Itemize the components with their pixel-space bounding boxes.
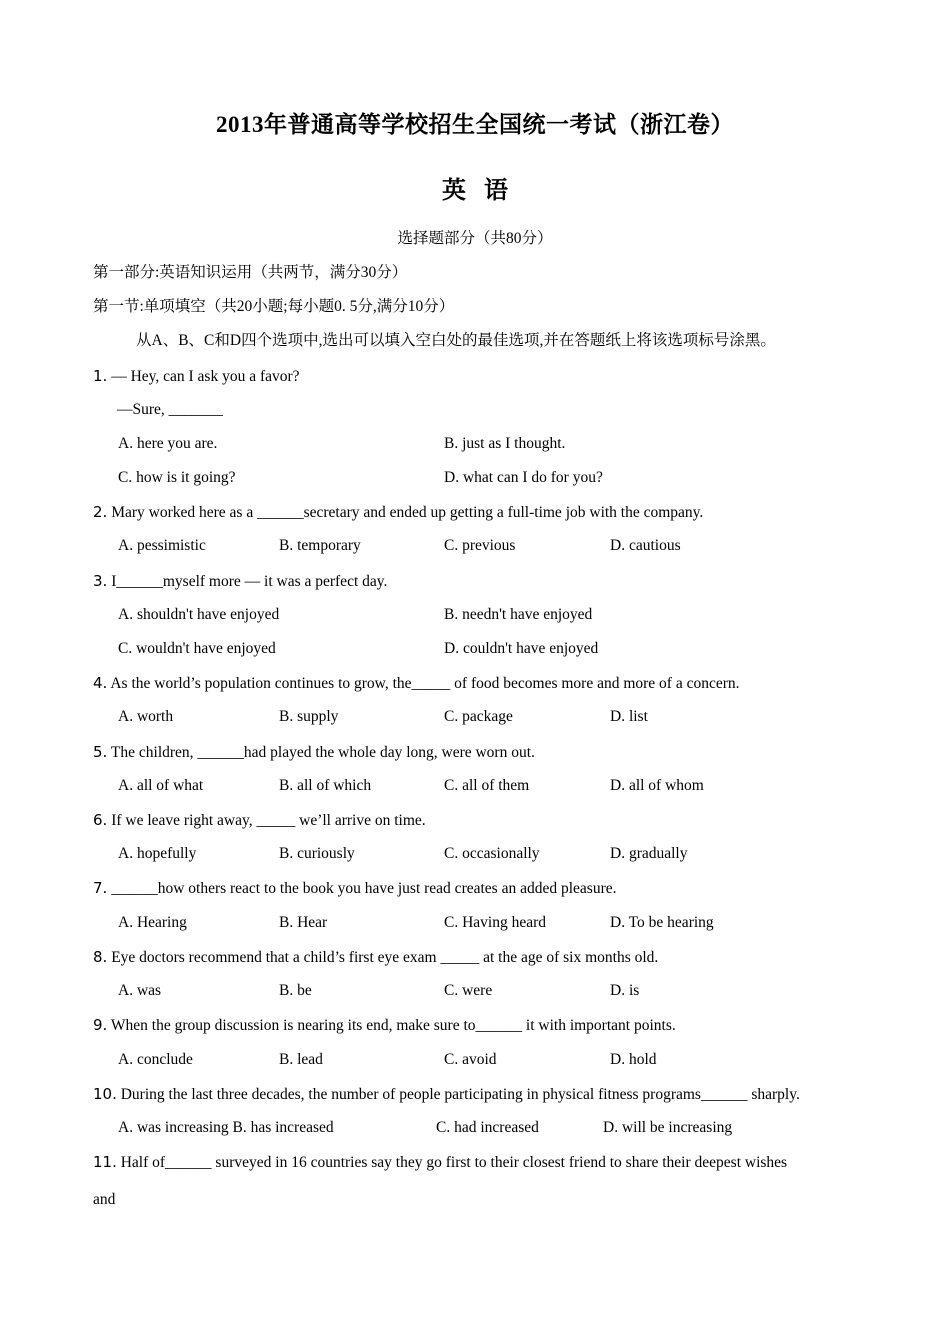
option-b: B. Hear bbox=[279, 914, 328, 931]
option-d: D. couldn't have enjoyed bbox=[444, 640, 599, 657]
question-7 bbox=[93, 878, 616, 899]
question-number: 3. bbox=[93, 572, 108, 590]
option-c: C. wouldn't have enjoyed bbox=[118, 640, 276, 657]
instruction-text: 从A、B、C和D四个选项中,选出可以填入空白处的最佳选项,并在答题纸上将该选项标号涂黑。 bbox=[136, 332, 776, 349]
question-stem: Half of______ surveyed in 16 countries say they go first to their closest friend to share their deepest wishes bbox=[120, 1154, 788, 1171]
question-number: 8. bbox=[93, 948, 108, 966]
option-d: D. gradually bbox=[610, 845, 688, 862]
option-b: B. lead bbox=[279, 1051, 323, 1068]
option-c: C. how is it going? bbox=[118, 469, 236, 486]
section-one-heading: 第一节:单项填空（共20小题;每小题0. 5分,满分10分） bbox=[93, 298, 455, 315]
option-d: D. what can I do for you? bbox=[444, 469, 603, 486]
question-4 bbox=[93, 673, 740, 694]
option-d: D. all of whom bbox=[610, 777, 704, 794]
exam-title: 2013年普通高等学校招生全国统一考试（浙江卷） bbox=[216, 112, 734, 137]
question-stem: Mary worked here as a ______secretary and ended up getting a full-time job with the company. bbox=[111, 504, 704, 521]
question-stem: ______how others react to the book you have just read creates an added pleasure. bbox=[111, 880, 617, 897]
question-9 bbox=[93, 1015, 676, 1036]
question-6 bbox=[93, 810, 426, 831]
question-number: 4. bbox=[93, 674, 108, 692]
option-b: B. supply bbox=[279, 708, 339, 725]
question-number: 5. bbox=[93, 743, 108, 761]
option-a: A. shouldn't have enjoyed bbox=[118, 606, 280, 623]
option-d: D. is bbox=[610, 982, 640, 999]
question-stem: During the last three decades, the number of people participating in physical fitness programs______ sharply. bbox=[120, 1086, 800, 1103]
question-11 bbox=[93, 1152, 787, 1173]
option-d: D. cautious bbox=[610, 537, 681, 554]
question-number: 6. bbox=[93, 811, 108, 829]
option-d: D. will be increasing bbox=[603, 1119, 733, 1136]
question-number: 9. bbox=[93, 1016, 108, 1034]
question-number: 1. bbox=[93, 367, 108, 385]
option-a: A. hopefully bbox=[118, 845, 197, 862]
option-b: B. all of which bbox=[279, 777, 372, 794]
option-b: B. be bbox=[279, 982, 312, 999]
question-10 bbox=[93, 1084, 800, 1105]
question-number: 11. bbox=[93, 1153, 117, 1171]
question-number: 2. bbox=[93, 503, 108, 521]
option-c: C. had increased bbox=[436, 1119, 539, 1136]
part-one-heading: 第一部分:英语知识运用（共两节，满分30分） bbox=[93, 264, 408, 281]
question-stem: — Hey, can I ask you a favor? bbox=[111, 368, 300, 385]
question-number: 7. bbox=[93, 879, 108, 897]
option-c: C. all of them bbox=[444, 777, 530, 794]
option-c: C. package bbox=[444, 708, 513, 725]
question-stem: As the world’s population continues to grow, the_____ of food becomes more and more of a concern. bbox=[110, 675, 740, 692]
option-d: D. list bbox=[610, 708, 648, 725]
section-total: 选择题部分（共80分） bbox=[397, 230, 553, 247]
option-d: D. hold bbox=[610, 1051, 657, 1068]
question-5 bbox=[93, 742, 535, 763]
option-c: C. Having heard bbox=[444, 914, 547, 931]
question-stem: I______myself more — it was a perfect day. bbox=[111, 573, 388, 590]
option-c: C. avoid bbox=[444, 1051, 497, 1068]
option-c: C. were bbox=[444, 982, 493, 999]
option-b: B. curiously bbox=[279, 845, 355, 862]
question-stem: The children, ______had played the whole day long, were worn out. bbox=[110, 744, 535, 761]
question-stem: Eye doctors recommend that a child’s first eye exam _____ at the age of six months old. bbox=[111, 949, 659, 966]
question-3 bbox=[93, 571, 387, 592]
question-stem: When the group discussion is nearing its end, make sure to______ it with important points. bbox=[110, 1017, 676, 1034]
question-2 bbox=[93, 502, 703, 523]
question-11-continuation: and bbox=[93, 1191, 116, 1208]
option-a: A. pessimistic bbox=[118, 537, 206, 554]
option-b: B. needn't have enjoyed bbox=[444, 606, 593, 623]
question-1 bbox=[93, 366, 300, 387]
question-stem: If we leave right away, _____ we’ll arrive on time. bbox=[111, 812, 426, 829]
option-a: A. Hearing bbox=[118, 914, 187, 931]
option-a: A. conclude bbox=[118, 1051, 193, 1068]
option-a: A. was bbox=[118, 982, 162, 999]
question-1-reply: —Sure, _______ bbox=[117, 401, 223, 418]
question-number: 10. bbox=[93, 1085, 117, 1103]
option-a-b: A. was increasing B. has increased bbox=[118, 1119, 334, 1136]
option-b: B. just as I thought. bbox=[444, 435, 566, 452]
option-c: C. occasionally bbox=[444, 845, 540, 862]
option-d: D. To be hearing bbox=[610, 914, 714, 931]
question-8 bbox=[93, 947, 658, 968]
option-b: B. temporary bbox=[279, 537, 361, 554]
option-a: A. here you are. bbox=[118, 435, 218, 452]
subject-title: 英语 bbox=[442, 178, 526, 204]
option-c: C. previous bbox=[444, 537, 516, 554]
option-a: A. all of what bbox=[118, 777, 204, 794]
option-a: A. worth bbox=[118, 708, 174, 725]
